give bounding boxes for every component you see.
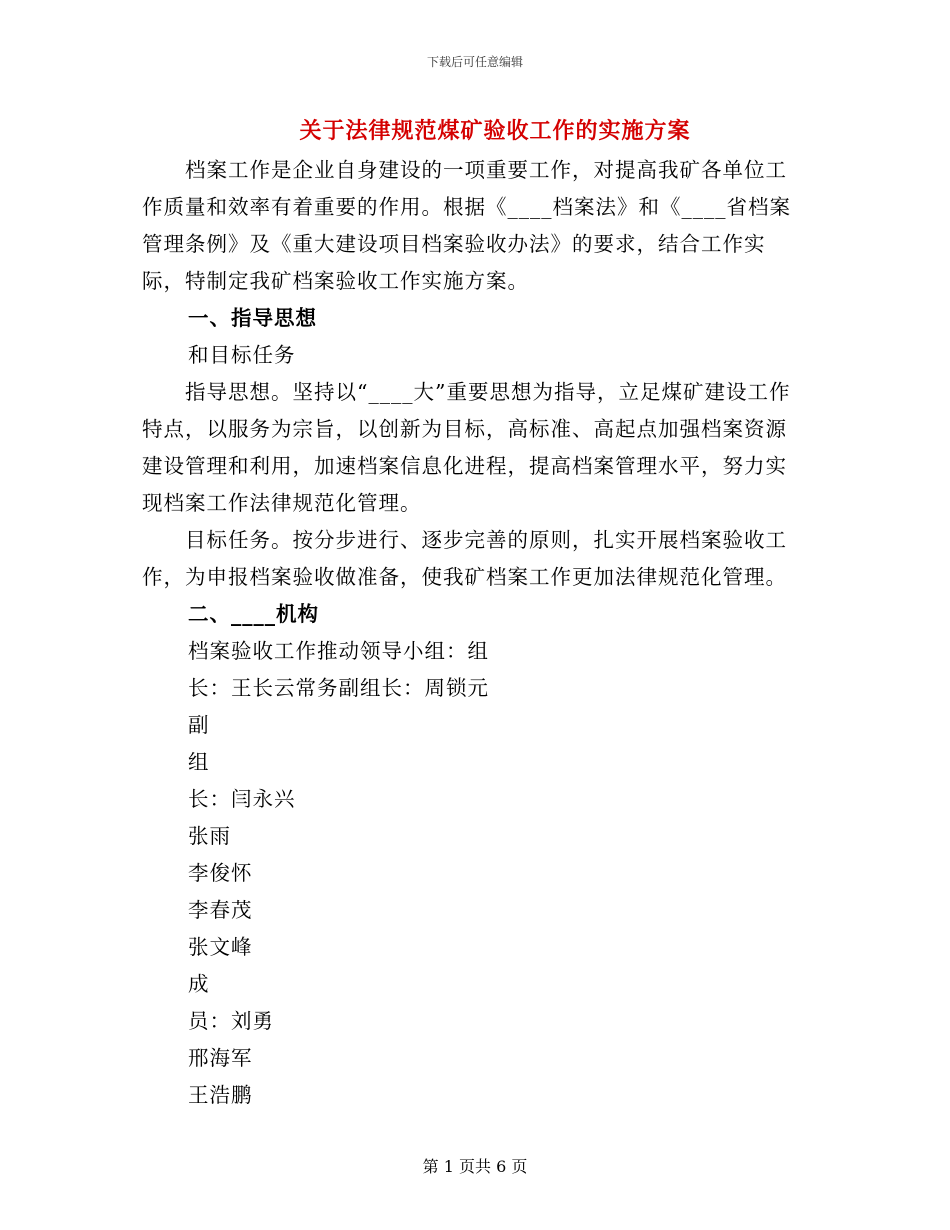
org-line: 档案验收工作推动领导小组：组 — [188, 639, 489, 663]
org-line: 成 — [188, 972, 210, 996]
target-tasks-paragraph: 目标任务。按分步进行、逐步完善的原则，扎实开展档案验收工作，为申报档案验收做准备，使我矿档案工作更加法律规范化管理。 — [142, 528, 788, 589]
guiding-ideology-paragraph: 指导思想。坚持以“____大”重要思想为指导，立足煤矿建设工作特点，以服务为宗旨，以创新为目标，高标准、高起点加强档案资源建设管理和利用，加速档案信息化进程，提高档案管理水平，努力实现档案工作法律规范化管理。 — [142, 380, 791, 515]
intro-paragraph: 档案工作是企业自身建设的一项重要工作，对提高我矿各单位工作质量和效率有着重要的作用。根据《____档案法》和《____省档案管理条例》及《重大建设项目档案验收办法》的要求，结合工作实际，特制定我矿档案验收工作实施方案。 — [142, 158, 791, 293]
org-line: 邢海军 — [188, 1046, 253, 1070]
org-line: 副 — [188, 713, 210, 737]
org-line: 李俊怀 — [188, 861, 253, 885]
section-subheading: 和目标任务 — [188, 343, 296, 367]
document-title: 关于法律规范煤矿验收工作的实施方案 — [299, 118, 691, 144]
section-heading-guiding-ideology: 一、指导思想 — [188, 306, 317, 330]
section-heading-organization: 二、____机构 — [188, 602, 319, 626]
org-line: 王浩鹏 — [188, 1083, 253, 1107]
page-number: 第 1 页共 6 页 — [422, 1157, 528, 1176]
org-line: 员：刘勇 — [188, 1009, 274, 1033]
org-line: 张文峰 — [188, 935, 253, 959]
org-line: 李春茂 — [188, 898, 253, 922]
document-body — [142, 152, 802, 1114]
org-line: 组 — [188, 750, 210, 774]
org-line: 张雨 — [188, 824, 231, 848]
org-line: 长：王长云常务副组长：周锁元 — [188, 676, 489, 700]
org-line: 长：闫永兴 — [188, 787, 296, 811]
page-header: 下载后可任意编辑 — [426, 55, 523, 69]
